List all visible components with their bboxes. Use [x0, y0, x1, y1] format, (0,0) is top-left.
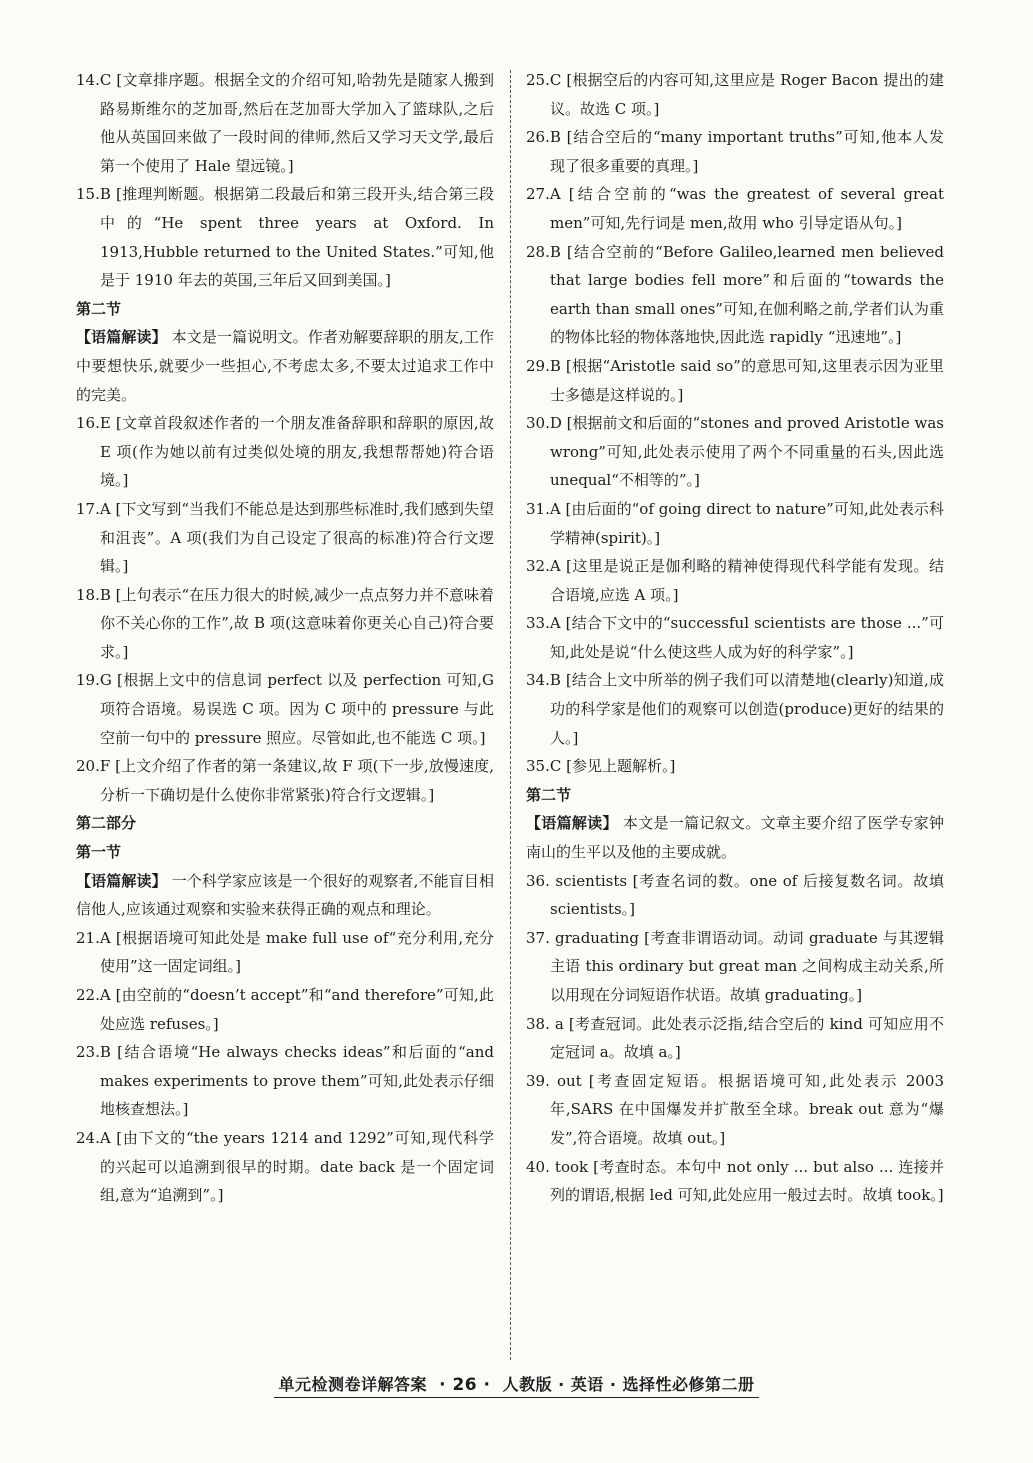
- answer-item: 33.A [结合下文中的“successful scientists are those ...”可知,此处是说“什么使这些人成为好的科学家”。]: [526, 614, 944, 661]
- answer-item: 19.G [根据上文中的信息词 perfect 以及 perfection 可知,G 项符合语境。易误选 C 项。因为 C 项中的 pressure 与此空前一句中的 pressure 照应。尽管如此,也不能选 C 项。]: [76, 671, 494, 747]
- section-heading: 第二部分: [76, 814, 137, 833]
- answer-item: 37. graduating [考查非谓语动词。动词 graduate 与其逻辑主语 this ordinary but great man 之间构成主动关系,所以用现在分词短语作状语。故填 graduating。]: [526, 928, 944, 1004]
- answer-item: 34.B [结合上文中所举的例子我们可以清楚地(clearly)知道,成功的科学家是他们的观察可以创造(produce)更好的结果的人。]: [526, 671, 944, 747]
- summary-text: 一个科学家应该是一个很好的观察者,不能盲目相信他人,应该通过观察和实验来获得正确的观点和理论。: [76, 871, 494, 919]
- summary-tag: 【语篇解读】: [76, 871, 167, 890]
- passage-summary: [76, 867, 494, 924]
- summary-text: 本文是一篇记叙文。文章主要介绍了医学专家钟南山的生平以及他的主要成就。: [526, 814, 944, 862]
- footer-line: [274, 1372, 758, 1398]
- passage-summary: [76, 323, 494, 409]
- answer-item: 31.A [由后面的“of going direct to nature”可知,此处表示科学精神(spirit)。]: [526, 499, 944, 547]
- answer-item: 40. took [考查时态。本句中 not only ... but also ... 连接并列的谓语,根据 led 可知,此处应用一般过去时。故填 took。]: [526, 1157, 944, 1205]
- footer-edition: 人教版 · 英语 · 选择性必修第二册: [502, 1375, 755, 1394]
- answer-item: 18.B [上句表示“在压力很大的时候,减少一点点努力并不意味着你不关心你的工作”,故 B 项(这意味着你更关心自己)符合要求。]: [76, 585, 494, 661]
- answer-item: 14.C [文章排序题。根据全文的介绍可知,哈勃先是随家人搬到路易斯维尔的芝加哥,然后在芝加哥大学加入了篮球队,之后他从英国回来做了一段时间的律师,然后又学习天文学,最后第一个使用了 Hale 望远镜。]: [76, 71, 494, 175]
- answer-item: 36. scientists [考查名词的数。one of 后接复数名词。故填 scientists。]: [526, 871, 944, 919]
- column-divider: [510, 70, 511, 1360]
- answer-item: 26.B [结合空后的“many important truths”可知,他本人发现了很多重要的真理。]: [526, 128, 944, 175]
- answer-item: 23.B [结合语境“He always checks ideas”和后面的“and makes experiments to prove them”可知,此处表示仔细地核查想法。]: [76, 1043, 494, 1119]
- section-heading: 第二节: [76, 299, 122, 318]
- answer-item: 32.A [这里是说正是伽利略的精神使得现代科学能有发现。结合语境,应选 A 项。]: [526, 557, 944, 604]
- section-heading: 第一节: [76, 843, 122, 862]
- answer-item: 30.D [根据前文和后面的“stones and proved Aristotle was wrong”可知,此处表示使用了两个不同重量的石头,因此选 unequal“不相等的”。]: [526, 414, 944, 490]
- passage-summary: [526, 809, 944, 866]
- answer-item: 15.B [推理判断题。根据第二段最后和第三段开头,结合第三段中的“He spent three years at Oxford. In 1913,Hubble returned to the United States.”可知,他是于 1910 年去的英国,三年后又回到美国。]: [76, 185, 494, 290]
- answer-item: 38. a [考查冠词。此处表示泛指,结合空后的 kind 可知应用不定冠词 a。故填 a。]: [526, 1014, 944, 1062]
- answer-item: 16.E [文章首段叙述作者的一个朋友准备辞职和辞职的原因,故 E 项(作为她以前有过类似处境的朋友,我想帮帮她)符合语境。]: [76, 414, 494, 490]
- answer-item: 28.B [结合空前的“Before Galileo,learned men believed that large bodies fell more”和后面的“towards the earth than small ones”可知,在伽利略之前,学者们认为重的物体比轻的物体落地快,因此选 rapidly “迅速地”。]: [526, 242, 944, 347]
- footer-book-title: 单元检测卷详解答案: [278, 1375, 427, 1394]
- answer-item: 39. out [考查固定短语。根据语境可知,此处表示 2003 年,SARS 在中国爆发并扩散至全球。break out 意为“爆发”,符合语境。故填 out。]: [526, 1071, 944, 1147]
- right-column: [526, 66, 944, 1210]
- answer-item: 17.A [下文写到“当我们不能总是达到那些标准时,我们感到失望和沮丧”。A 项(我们为自己设定了很高的标准)符合行文逻辑。]: [76, 499, 494, 576]
- answer-item: 20.F [上文介绍了作者的第一条建议,故 F 项(下一步,放慢速度,分析一下确切是什么使你非常紧张)符合行文逻辑。]: [76, 757, 494, 804]
- summary-tag: 【语篇解读】: [76, 328, 167, 347]
- footer-page-number: · 26 ·: [439, 1375, 491, 1395]
- answer-item: 22.A [由空前的“doesn’t accept”和“and therefore”可知,此处应选 refuses。]: [76, 986, 494, 1033]
- left-column: [76, 66, 494, 1210]
- answer-item: 24.A [由下文的“the years 1214 and 1292”可知,现代科学的兴起可以追溯到很早的时期。date back 是一个固定词组,意为“追溯到”。]: [76, 1128, 494, 1205]
- answer-item: 27.A [结合空前的“was the greatest of several great men”可知,先行词是 men,故用 who 引导定语从句。]: [526, 185, 944, 232]
- section-heading: 第二节: [526, 785, 572, 804]
- answer-item: 21.A [根据语境可知此处是 make full use of“充分利用,充分使用”这一固定词组。]: [76, 928, 494, 976]
- answer-item: 35.C [参见上题解析。]: [526, 757, 676, 776]
- summary-tag: 【语篇解读】: [526, 814, 618, 833]
- page-footer: [0, 1372, 1033, 1398]
- answer-item: 29.B [根据“Aristotle said so”的意思可知,这里表示因为亚里士多德是这样说的。]: [526, 356, 944, 404]
- answer-item: 25.C [根据空后的内容可知,这里应是 Roger Bacon 提出的建议。故选 C 项。]: [526, 71, 944, 118]
- summary-text: 本文是一篇说明文。作者劝解要辞职的朋友,工作中要想快乐,就要少一些担心,不考虑太多,不要太过追求工作中的完美。: [76, 328, 494, 404]
